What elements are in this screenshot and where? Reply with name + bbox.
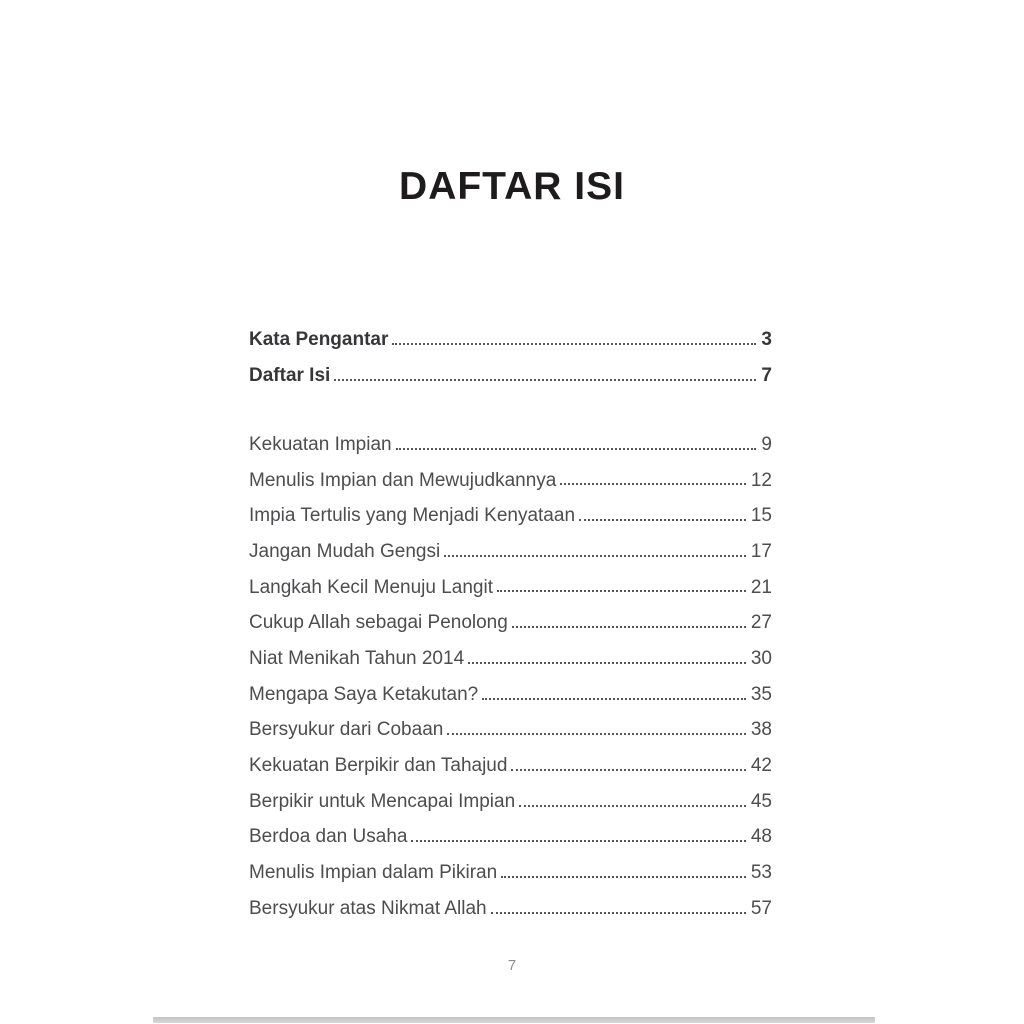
toc-entry-page: 7	[761, 365, 772, 386]
dot-leader	[444, 555, 746, 557]
toc-entry-page: 35	[750, 683, 772, 705]
front-matter-list	[249, 322, 772, 394]
toc-entry-page: 3	[761, 329, 772, 350]
toc-entry-title: Mengapa Saya Ketakutan?	[249, 683, 479, 705]
toc-entry-title: Kata Pengantar	[249, 329, 389, 350]
dot-leader	[579, 519, 746, 521]
dot-leader	[497, 590, 746, 592]
toc-entry-page: 17	[750, 540, 772, 562]
toc-entry-page: 45	[750, 790, 772, 812]
toc-entry	[249, 463, 772, 499]
toc-entry-page: 48	[750, 826, 772, 848]
page-bottom-edge	[153, 1017, 875, 1023]
toc-entry-title: Menulis Impian dalam Pikiran	[249, 862, 498, 884]
toc-entry	[249, 322, 772, 358]
table-of-contents	[249, 322, 772, 927]
toc-entry-title: Bersyukur atas Nikmat Allah	[249, 897, 487, 919]
toc-entry	[249, 784, 772, 820]
footer-page-number: 7	[507, 957, 517, 974]
toc-entry-title: Bersyukur dari Cobaan	[249, 719, 444, 741]
dot-leader	[396, 448, 757, 450]
dot-leader	[482, 698, 746, 700]
toc-entry	[249, 605, 772, 641]
toc-entry-title: Kekuatan Berpikir dan Tahajud	[249, 755, 508, 777]
toc-entry-title: Menulis Impian dan Mewujudkannya	[249, 469, 557, 491]
toc-entry-page: 15	[750, 505, 772, 527]
toc-entry	[249, 358, 772, 394]
dot-leader	[468, 662, 746, 664]
toc-entry-page: 57	[750, 897, 772, 919]
dot-leader	[560, 483, 746, 485]
toc-entry	[249, 820, 772, 856]
toc-entry	[249, 891, 772, 927]
dot-leader	[491, 912, 746, 914]
toc-entry-page: 12	[750, 469, 772, 491]
toc-entry-page: 27	[750, 612, 772, 634]
toc-entry-title: Niat Menikah Tahun 2014	[249, 647, 465, 669]
dot-leader	[447, 733, 746, 735]
toc-entry-title: Kekuatan Impian	[249, 433, 392, 455]
toc-entry-title: Daftar Isi	[249, 365, 331, 386]
dot-leader	[411, 840, 745, 842]
toc-entry	[249, 427, 772, 463]
dot-leader	[501, 876, 746, 878]
toc-entry-title: Berpikir untuk Mencapai Impian	[249, 790, 516, 812]
toc-entry-title: Jangan Mudah Gengsi	[249, 540, 441, 562]
toc-entry-page: 38	[750, 719, 772, 741]
page-title: DAFTAR ISI	[399, 165, 625, 208]
toc-entry	[249, 748, 772, 784]
toc-entry	[249, 641, 772, 677]
toc-entry	[249, 498, 772, 534]
dot-leader	[334, 379, 756, 381]
toc-entry	[249, 677, 772, 713]
toc-entry-title: Berdoa dan Usaha	[249, 826, 408, 848]
toc-entry-page: 53	[750, 862, 772, 884]
dot-leader	[511, 769, 745, 771]
toc-entry	[249, 855, 772, 891]
toc-entry-page: 21	[750, 576, 772, 598]
toc-entry	[249, 534, 772, 570]
toc-entry-title: Langkah Kecil Menuju Langit	[249, 576, 494, 598]
dot-leader	[512, 626, 746, 628]
toc-entry-page: 42	[750, 755, 772, 777]
dot-leader	[519, 805, 746, 807]
chapter-list	[249, 427, 772, 927]
toc-entry-title: Cukup Allah sebagai Penolong	[249, 612, 508, 634]
toc-entry-page: 30	[750, 647, 772, 669]
toc-entry	[249, 713, 772, 749]
toc-entry	[249, 570, 772, 606]
toc-entry-title: Impia Tertulis yang Menjadi Kenyataan	[249, 505, 576, 527]
toc-entry-page: 9	[761, 433, 772, 455]
dot-leader	[392, 343, 756, 345]
